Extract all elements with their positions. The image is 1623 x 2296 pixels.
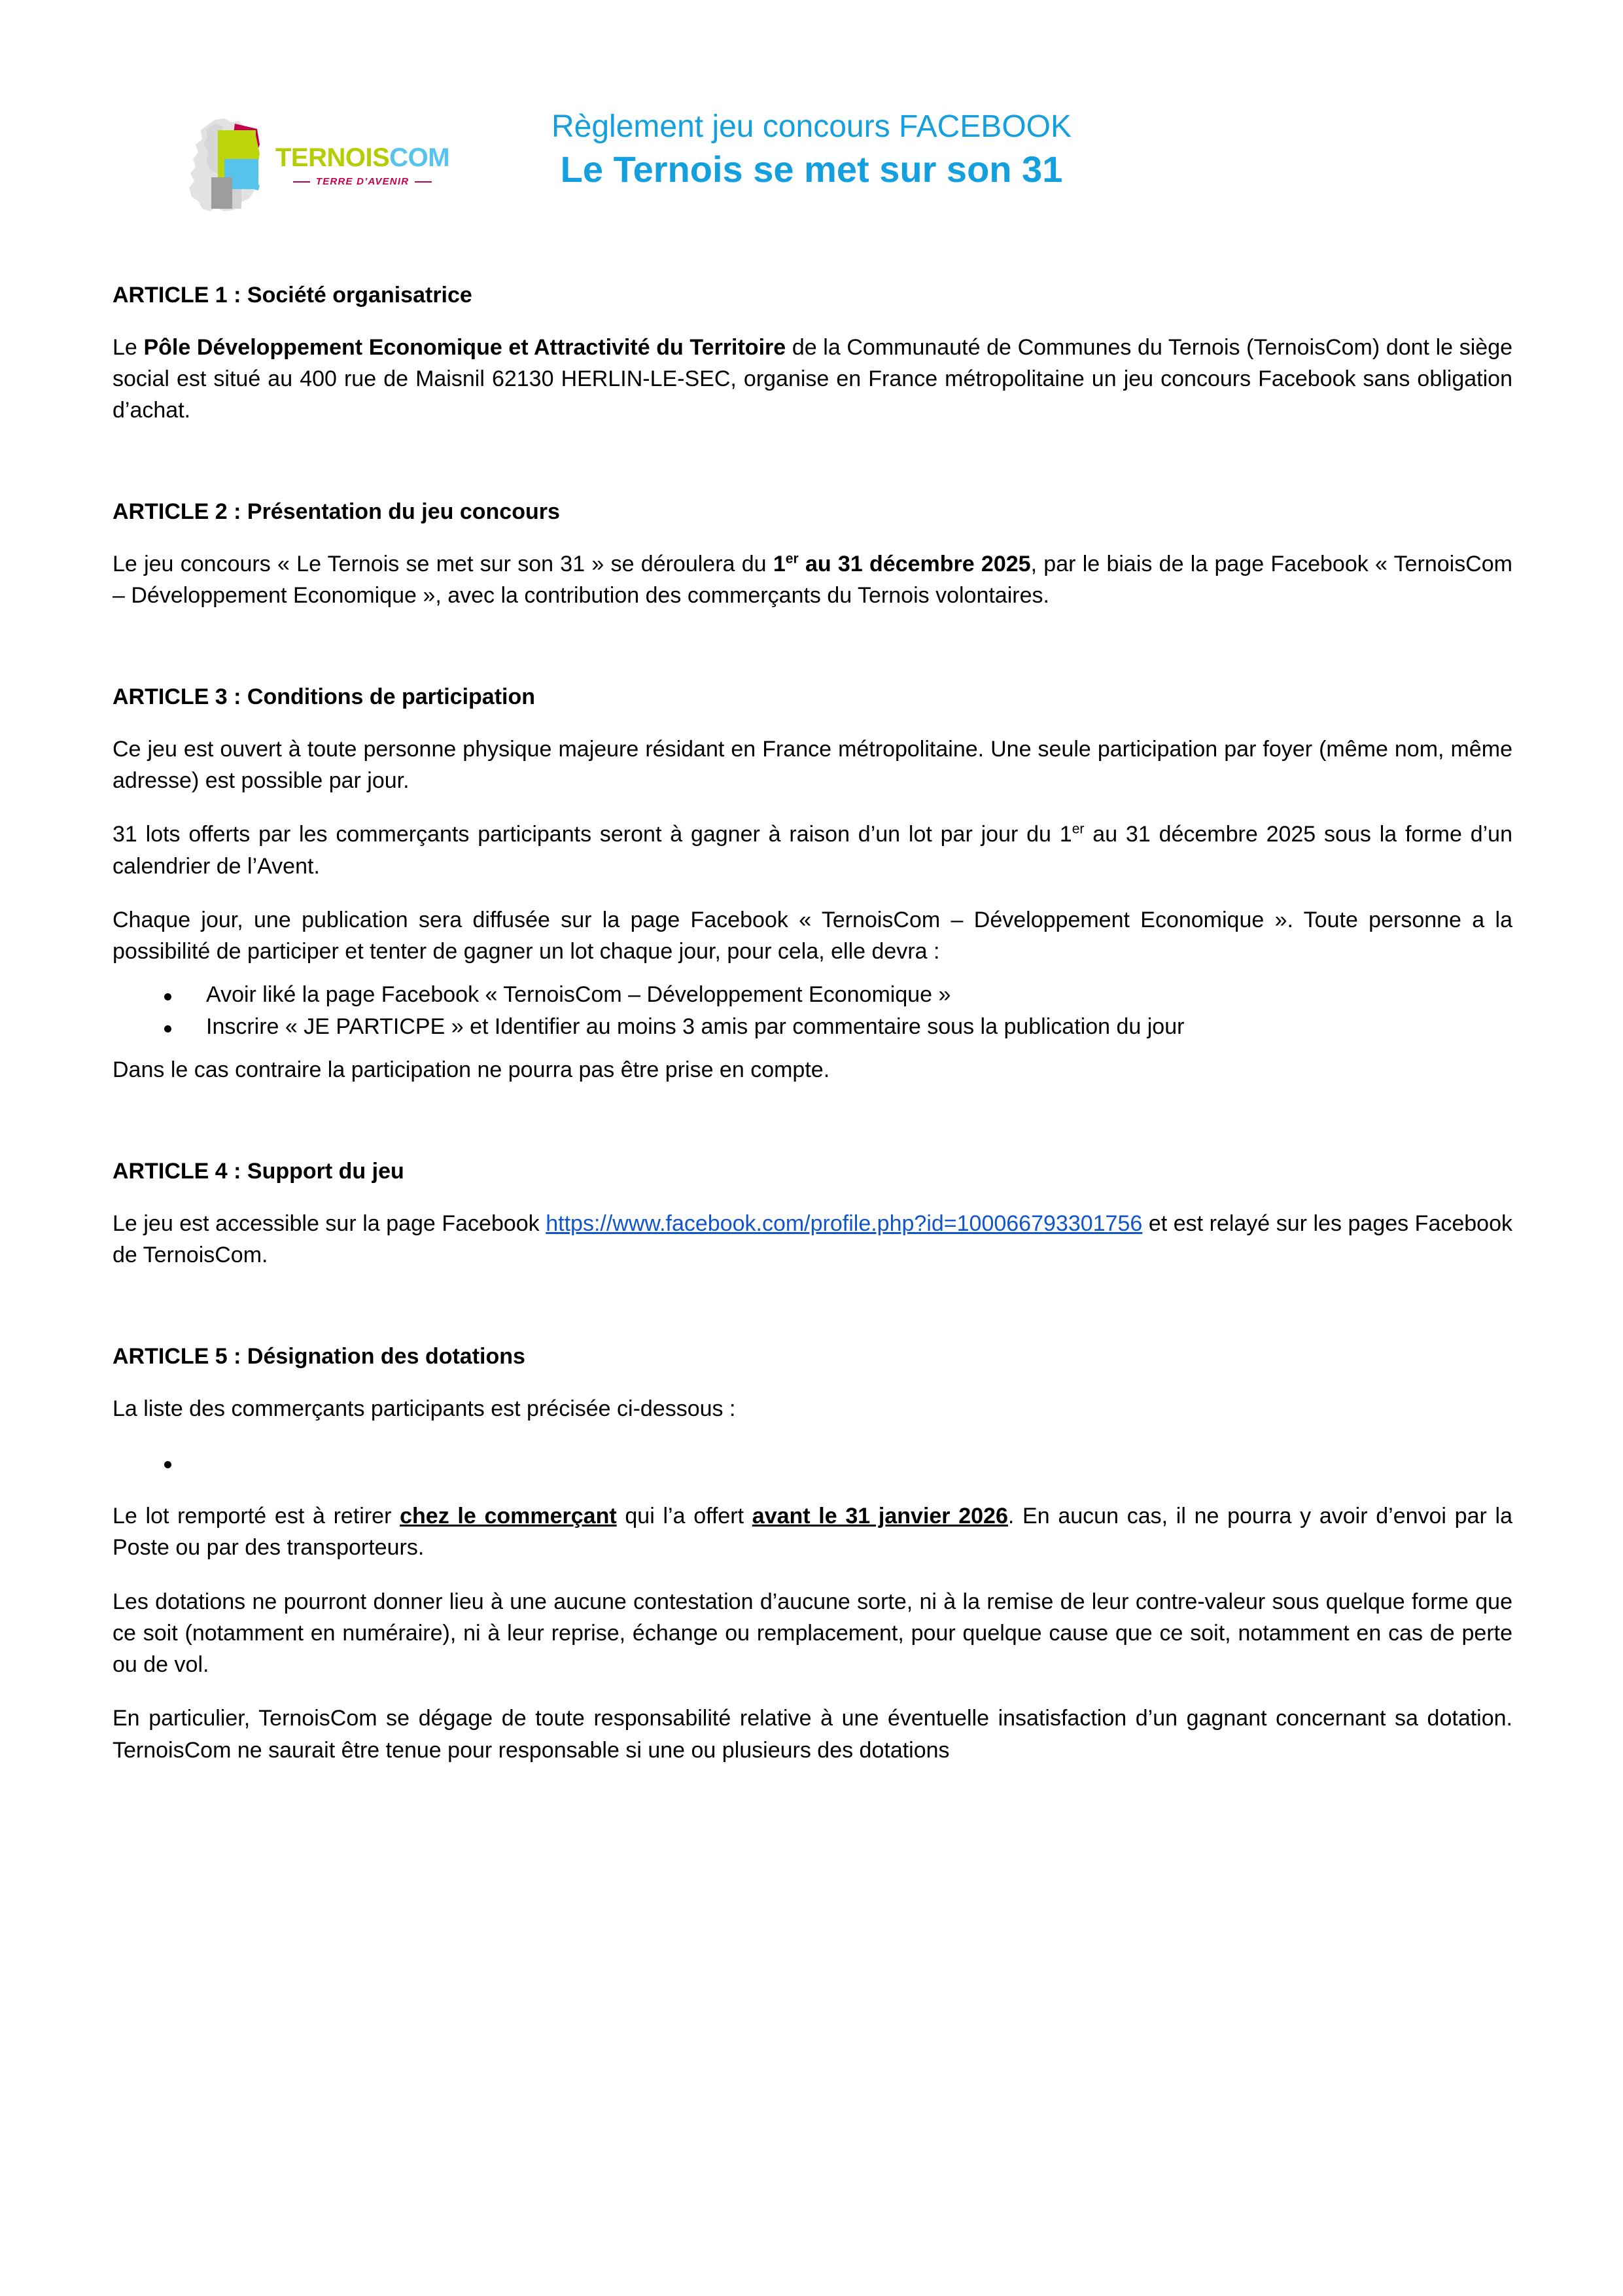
list-item: Inscrire « JE PARTICPE » et Identifier au moins 3 amis par commentaire sous la publication du jour (113, 1011, 1512, 1042)
spacer (113, 426, 1512, 498)
article-1-paragraph (113, 332, 1512, 427)
spacer (113, 1371, 1512, 1393)
a1-text-bold: Pôle Développement Economique et Attractivité du Territoire (143, 334, 786, 360)
a2-text-pre: Le jeu concours « Le Ternois se met sur son 31 » se déroulera du (113, 551, 773, 576)
article-5-paragraph-4: En particulier, TernoisCom se dégage de toute responsabilité relative à une éventuelle insatisfaction d’un gagnant concernant sa dotation. TernoisCom ne saurait être tenue pour responsable si une ou plusieurs des dotations (113, 1706, 1512, 1763)
article-1-heading: ARTICLE 1 : Société organisatrice (113, 283, 472, 308)
article-3-bullet-list (113, 979, 1512, 1042)
spacer (113, 1042, 1512, 1054)
article-5-bullet-list (113, 1447, 1512, 1478)
spacer (113, 526, 1512, 548)
spacer (113, 1564, 1512, 1586)
tagline-text: TERRE D’AVENIR (315, 176, 410, 187)
spacer (113, 1086, 1512, 1157)
list-item (113, 1447, 1512, 1478)
article-4-paragraph (113, 1208, 1512, 1271)
article-2-paragraph (113, 548, 1512, 612)
document-subtitle: Règlement jeu concours FACEBOOK (551, 109, 1072, 144)
a1-text-pre: Le (113, 334, 144, 360)
document-header (0, 0, 1623, 190)
a4-text-post: et est relayé sur les pages Facebook de TernoisCom. (113, 1210, 1512, 1267)
article-3-paragraph-2 (113, 819, 1512, 882)
facebook-page-link[interactable]: https://www.facebook.com/profile.php?id=100066793301756 (546, 1210, 1143, 1236)
logo-name-ternois: TERNOIS (275, 143, 390, 172)
spacer (113, 309, 1512, 332)
article-5-paragraph-1: La liste des commerçants participants est précisée ci-dessous : (113, 1396, 736, 1421)
article-5-paragraph-2 (113, 1500, 1512, 1564)
article-3-paragraph-4: Dans le cas contraire la participation ne pourra pas être prise en compte. (113, 1057, 830, 1082)
a3-p2-post: au 31 décembre 2025 sous la forme d’un calendrier de l’Avent. (113, 822, 1512, 879)
list-item: Avoir liké la page Facebook « TernoisCom – Développement Economique » (113, 979, 1512, 1010)
article-4-heading: ARTICLE 4 : Support du jeu (113, 1159, 404, 1184)
a2-date-bold (773, 552, 1031, 576)
article-3-paragraph-1: Ce jeu est ouvert à toute personne physique majeure résidant en France métropolitaine. Une seule participation par foyer (même nom, même adresse) est possible par jour. (113, 736, 1512, 794)
a1-text-post: de la Communauté de Communes du Ternois (TernoisCom) dont le siège social est situé au 400 rue de Maisnil 62130 HERLIN-LE-SEC, organise en France métropolitaine un jeu concours Facebook sans obligation d’achat. (113, 334, 1513, 423)
a2-text-post: , par le biais de la page Facebook « TernoisCom – Développement Economique », avec la contribution des commerçants du Ternois volontaires. (113, 551, 1512, 609)
article-5-heading: ARTICLE 5 : Désignation des dotations (113, 1344, 525, 1369)
a3-p2-ordinal: er (1072, 822, 1085, 838)
logo-name-com: COM (389, 143, 450, 172)
spacer (113, 1271, 1512, 1343)
a2-date-num: 1 (773, 551, 786, 576)
article-5-paragraph-3: Les dotations ne pourront donner lieu à une aucune contestation d’aucune sorte, ni à la remise de leur contre-valeur sous quelque forme que ce soit (notamment en numéraire), ni à leur reprise, échange ou remplacement, pour quelque cause que ce soit, notamment en cas de perte ou de vol. (113, 1589, 1512, 1678)
spacer (113, 967, 1512, 979)
a5-p2-post: . En aucun cas, il ne pourra y avoir d’envoi par la Poste ou par des transporteurs. (113, 1504, 1512, 1561)
article-3-heading: ARTICLE 3 : Conditions de participation (113, 684, 535, 710)
title-block (0, 110, 1623, 190)
spacer (113, 882, 1512, 904)
a5-p2-pre: Le lot remporté est à retirer (113, 1504, 400, 1529)
spacer (113, 1680, 1512, 1703)
spacer (113, 711, 1512, 733)
a5-p2-emphasis-2: avant le 31 janvier 2026 (752, 1504, 1008, 1529)
a5-p2-emphasis-1: chez le commerçant (400, 1504, 617, 1529)
spacer (113, 796, 1512, 819)
spacer (113, 611, 1512, 683)
document-body (113, 281, 1512, 1766)
page-title: Le Ternois se met sur son 31 (560, 148, 1063, 190)
a4-text-pre: Le jeu est accessible sur la page Facebook (113, 1210, 546, 1236)
a2-date-ordinal: er (785, 551, 799, 567)
a3-p2-pre: 31 lots offerts par les commerçants participants seront à gagner à raison d’un lot par jour du 1 (113, 822, 1072, 847)
spacer (113, 1478, 1512, 1500)
a5-p2-mid: qui l’a offert (616, 1504, 752, 1529)
spacer (113, 1186, 1512, 1208)
spacer (113, 1424, 1512, 1447)
article-2-heading: ARTICLE 2 : Présentation du jeu concours (113, 499, 560, 525)
a2-date-rest: au 31 décembre 2025 (798, 551, 1031, 576)
article-3-paragraph-3: Chaque jour, une publication sera diffusée sur la page Facebook « TernoisCom – Développement Economique ». Toute personne a la possibilité de participer et tenter de gagner un lot chaque jour, pour cela, elle devra : (113, 907, 1512, 964)
